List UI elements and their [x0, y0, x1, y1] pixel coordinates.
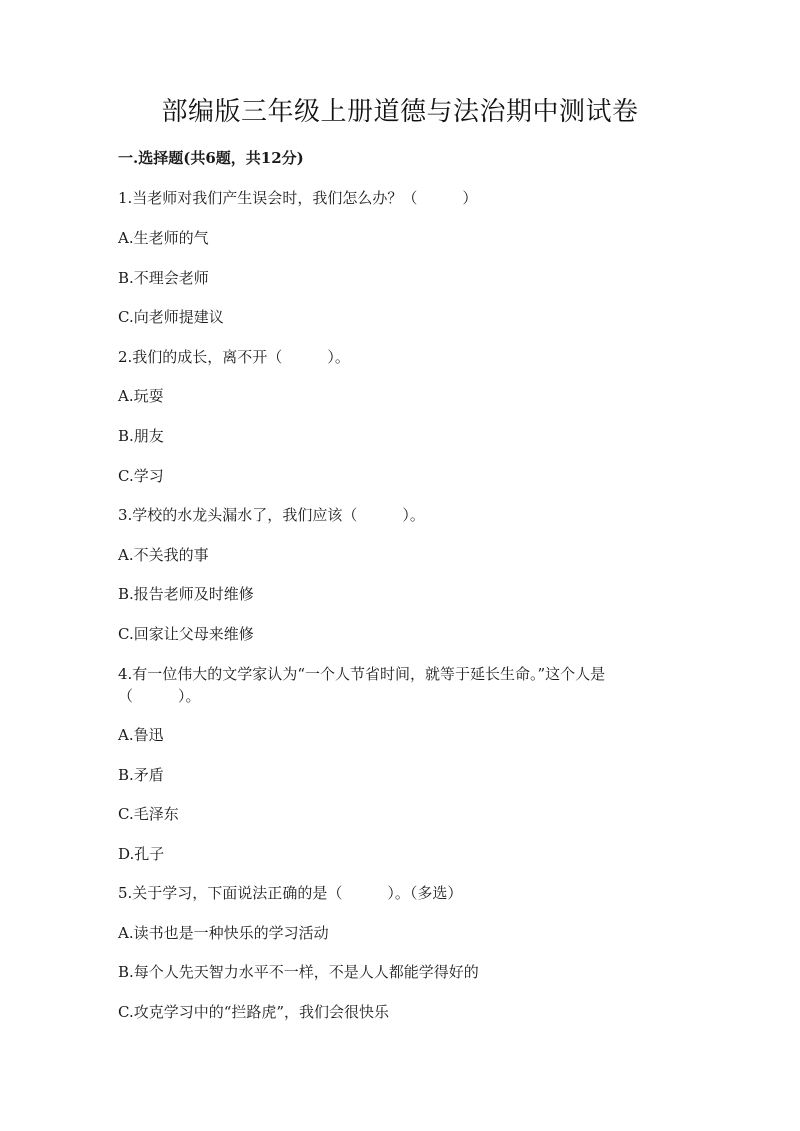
option-item: B.矛盾 — [118, 766, 164, 784]
option-item: B.报告老师及时维修 — [118, 585, 254, 603]
option-item: B.每个人先天智力水平不一样，不是人人都能学得好的 — [118, 963, 479, 981]
question-stem: 5.关于学习，下面说法正确的是（ ）。（多选） — [118, 884, 463, 902]
page-title: 部编版三年级上册道德与法治期中测试卷 — [161, 97, 639, 127]
option-item: A.读书也是一种快乐的学习活动 — [118, 924, 329, 942]
section-header: 一.选择题(共6题，共12分) — [118, 149, 304, 167]
option-item: C.毛泽东 — [118, 805, 179, 823]
question-stem: 1.当老师对我们产生误会时，我们怎么办？（ ） — [118, 189, 478, 207]
question-stem: 4.有一位伟大的文学家认为“一个人节省时间，就等于延长生命。”这个人是 — [118, 665, 606, 683]
question-stem-continued: （ ）。 — [118, 687, 201, 705]
question-stem: 2.我们的成长，离不开（ ）。 — [118, 348, 350, 366]
option-item: A.鲁迅 — [118, 726, 164, 744]
option-item: B.朋友 — [118, 427, 164, 445]
option-item: C.回家让父母来维修 — [118, 625, 254, 643]
option-item: C.向老师提建议 — [118, 308, 224, 326]
option-item: B.不理会老师 — [118, 269, 209, 287]
option-item: C.攻克学习中的“拦路虎”，我们会很快乐 — [118, 1003, 390, 1021]
option-item: A.生老师的气 — [118, 229, 209, 247]
question-stem: 3.学校的水龙头漏水了，我们应该（ ）。 — [118, 506, 425, 524]
option-item: A.不关我的事 — [118, 546, 209, 564]
option-item: C.学习 — [118, 467, 164, 485]
option-item: A.玩耍 — [118, 387, 164, 405]
option-item: D.孔子 — [118, 845, 165, 863]
